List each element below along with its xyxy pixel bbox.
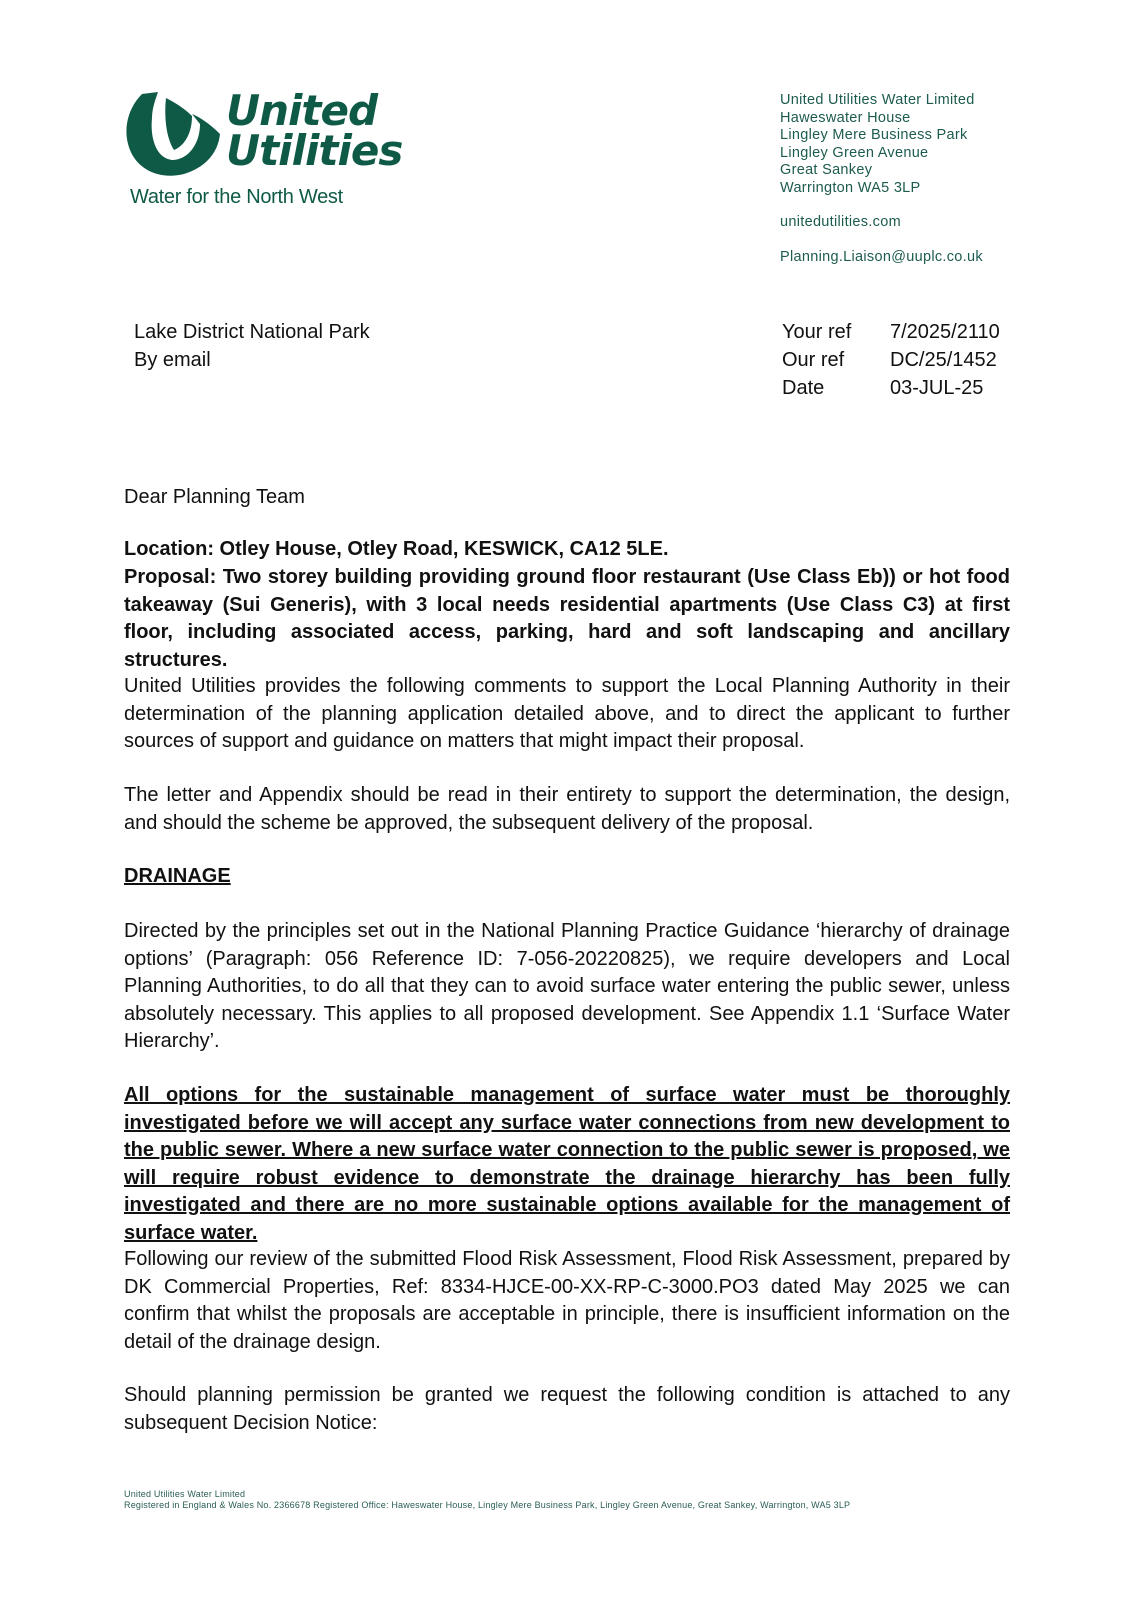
footer-company-name: United Utilities Water Limited bbox=[124, 1489, 246, 1499]
drainage-hierarchy-paragraph: Directed by the principles set out in the National Planning Practice Guidance ‘hierarchy of drainage options’ (Paragraph: 056 Reference ID: 7-056-20220825), we require developers and Local Planning Authorities, to do all that they can to avoid surface water entering the public sewer, unless absolutely necessary. This applies to all proposed development. See Appendix 1.1 ‘Surface Water Hierarchy’. bbox=[124, 920, 1010, 1053]
ref-label: Date bbox=[782, 377, 825, 399]
sender-address-line: Warrington WA5 3LP bbox=[780, 179, 921, 196]
intro-paragraph: United Utilities provides the following comments to support the Local Planning Authority in their determination of the planning application detailed above, and to direct the applicant to further sources of support and guidance on matters that might impact their proposal. bbox=[124, 675, 1010, 753]
company-registration-footer bbox=[124, 1489, 850, 1510]
our-ref-row bbox=[782, 346, 1000, 374]
sender-address-line: Lingley Mere Business Park bbox=[780, 127, 968, 143]
sender-address-block bbox=[780, 92, 983, 266]
proposal-paragraph: Proposal: Two storey building providing ground floor restaurant (Use Class Eb)) or hot food takeaway (Sui Generis), with 3 local needs residential apartments (Use Class C3) at first floor, including associated access, parking, hard and soft landscaping and ancillary structures. bbox=[124, 566, 1010, 671]
sender-website-link[interactable]: unitedutilities.com bbox=[780, 214, 901, 230]
sender-address-line: Lingley Green Avenue bbox=[780, 144, 929, 161]
sender-address-line: United Utilities Water Limited bbox=[780, 92, 975, 108]
ref-label: Our ref bbox=[782, 349, 845, 371]
surface-water-requirement-paragraph: All options for the sustainable management of surface water must be thoroughly investigated before we will accept any surface water connections from new development to the public sewer. Where a new surface water connection to the public sewer is proposed, we will require robust evidence to demonstrate the drainage hierarchy has been fully investigated and there are no more sustainable options available for the management of surface water. bbox=[124, 1084, 1010, 1244]
sender-address-line: Haweswater House bbox=[780, 109, 911, 126]
ref-label: Your ref bbox=[782, 321, 852, 343]
ref-value: DC/25/1452 bbox=[890, 349, 997, 371]
footer-registration-details: Registered in England & Wales No. 2366678 Registered Office: Haweswater House, Lingley Mere Business Park, Lingley Green Avenue, Great Sankey, Warrington, WA5 3LP bbox=[124, 1499, 851, 1510]
sender-email-link[interactable]: Planning.Liaison@uuplc.co.uk bbox=[780, 248, 983, 265]
ref-value: 7/2025/2110 bbox=[890, 321, 1000, 343]
logo-tagline: Water for the North West bbox=[130, 186, 343, 208]
location-line: Location: Otley House, Otley Road, KESWICK, CA12 5LE. bbox=[124, 538, 669, 560]
date-row bbox=[782, 374, 1000, 402]
salutation: Dear Planning Team bbox=[124, 486, 305, 508]
united-utilities-logo-icon bbox=[122, 88, 222, 180]
appendix-note-paragraph: The letter and Appendix should be read in their entirety to support the determination, the design, and should the scheme be approved, the subsequent delivery of the proposal. bbox=[124, 784, 1010, 834]
recipient-delivery-method: By email bbox=[134, 349, 211, 371]
ref-value: 03-JUL-25 bbox=[890, 377, 984, 399]
your-ref-row bbox=[782, 318, 1000, 346]
logo-word-utilities: Utilities bbox=[226, 126, 403, 175]
company-logo bbox=[122, 86, 403, 218]
recipient-name: Lake District National Park bbox=[134, 321, 370, 343]
recipient-block bbox=[134, 318, 370, 374]
flood-risk-review-paragraph: Following our review of the submitted Flood Risk Assessment, Flood Risk Assessment, prepared by DK Commercial Properties, Ref: 8334-HJCE-00-XX-RP-C-3000.PO3 dated May 2025 we can confirm that whilst the proposals are acceptable in principle, there is insufficient information on the detail of the drainage design. bbox=[124, 1248, 1010, 1353]
reference-block bbox=[782, 318, 1000, 402]
sender-address-line: Great Sankey bbox=[780, 162, 873, 178]
drainage-heading: DRAINAGE bbox=[124, 865, 231, 887]
condition-request-paragraph: Should planning permission be granted we request the following condition is attached to any subsequent Decision Notice: bbox=[124, 1384, 1010, 1434]
logo-word-united: United bbox=[226, 86, 378, 135]
